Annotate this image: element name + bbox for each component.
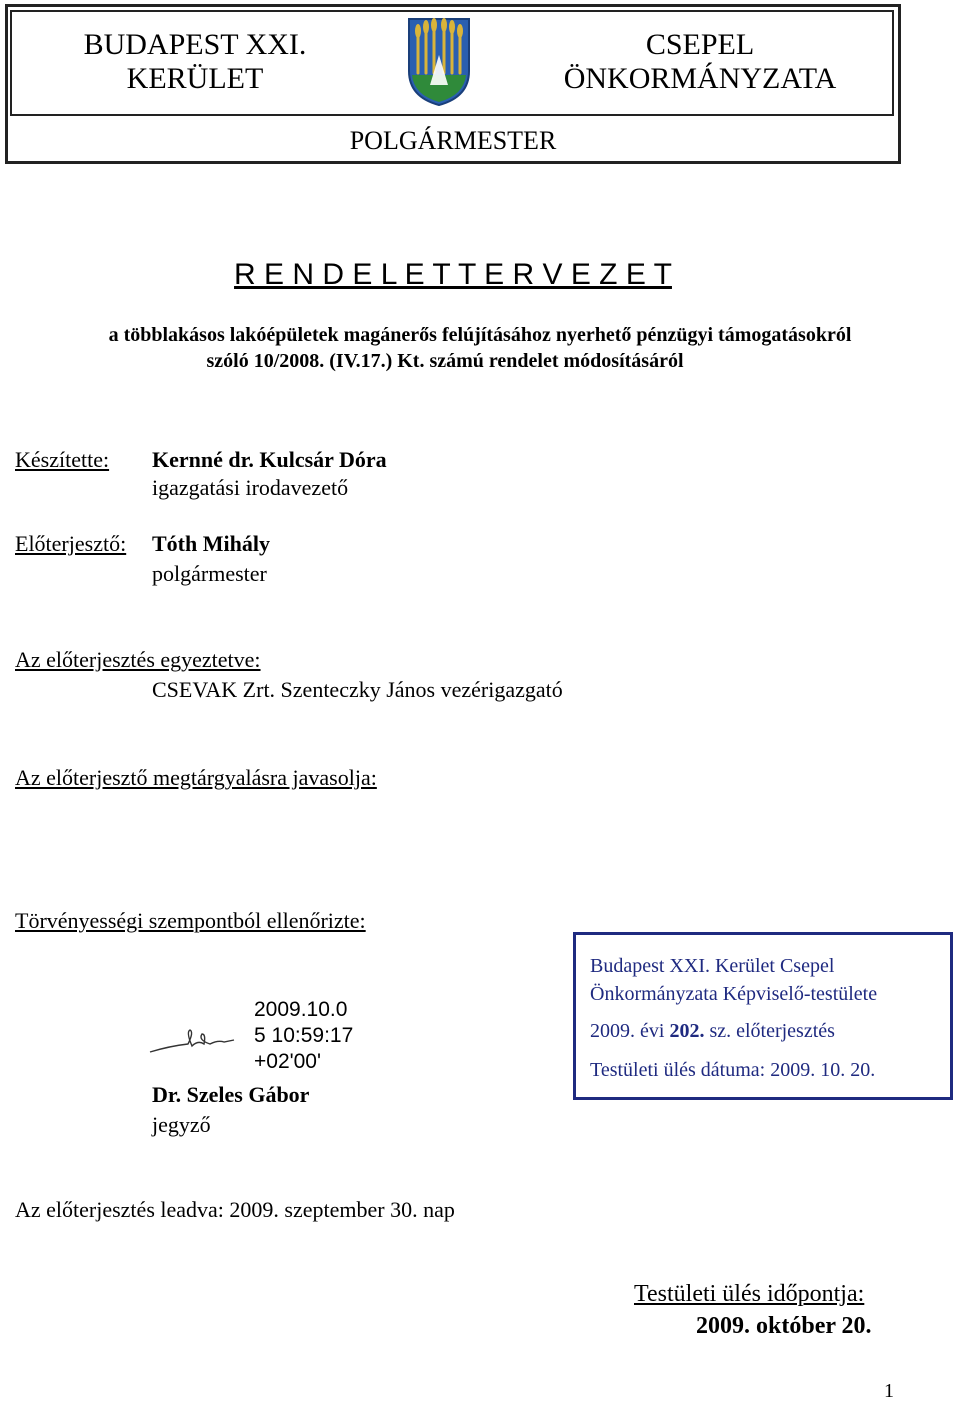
page-number: 1 bbox=[884, 1380, 894, 1402]
legality-label: Törvényességi szempontból ellenőrizte: bbox=[15, 908, 366, 933]
signature-icon bbox=[148, 1020, 240, 1060]
meeting-label: Testületi ülés időpontja: bbox=[634, 1281, 865, 1307]
submitted-text: Az előterjesztés leadva: 2009. szeptember 30. nap bbox=[15, 1197, 455, 1222]
document-subtitle-line1: a többlakásos lakóépületek magánerős felújításához nyerhető pénzügyi támogatásokról bbox=[108, 324, 852, 346]
header-left-title bbox=[30, 28, 360, 96]
stamp-date-line2: 5 10:59:17 bbox=[254, 1024, 354, 1047]
council-box-line3-prefix: 2009. évi bbox=[590, 1020, 670, 1042]
agreed-value: CSEVAK Zrt. Szenteczky János vezérigazgató bbox=[152, 677, 563, 702]
prepared-by-role: igazgatási irodavezető bbox=[152, 475, 349, 500]
header-mayor-title: POLGÁRMESTER bbox=[349, 126, 557, 155]
submitter-role: polgármester bbox=[152, 561, 267, 586]
proposal-number: 202. bbox=[669, 1020, 705, 1042]
header-right-title bbox=[530, 28, 870, 96]
prepared-by-name: Kernné dr. Kulcsár Dóra bbox=[152, 447, 387, 472]
council-box-line3-suffix: sz. előterjesztés bbox=[704, 1020, 835, 1042]
legality-name: Dr. Szeles Gábor bbox=[152, 1082, 310, 1107]
document-heading: R E N D E L E T T E R V E Z E T bbox=[234, 258, 672, 291]
council-box-line4: Testületi ülés dátuma: 2009. 10. 20. bbox=[590, 1059, 876, 1081]
recommend-label: Az előterjesztő megtárgyalásra javasolja: bbox=[15, 765, 377, 790]
header-right-title-line1: CSEPEL bbox=[645, 28, 755, 61]
council-box-line2: Önkormányzata Képviselő-testülete bbox=[590, 983, 878, 1005]
council-box-line1: Budapest XXI. Kerület Csepel bbox=[590, 955, 835, 977]
prepared-by-label: Készítette: bbox=[15, 447, 110, 472]
document-subtitle-line2: szóló 10/2008. (IV.17.) Kt. számú rendelet módosításáról bbox=[206, 350, 684, 372]
coat-of-arms-icon bbox=[404, 15, 474, 107]
legality-role: jegyző bbox=[152, 1112, 211, 1137]
stamp-date-line1: 2009.10.0 bbox=[254, 998, 348, 1021]
stamp-date-line3: +02'00' bbox=[254, 1050, 321, 1073]
header-right-title-line2: ÖNKORMÁNYZATA bbox=[563, 62, 837, 95]
header-left-title-line2: KERÜLET bbox=[126, 62, 264, 95]
agreed-label: Az előterjesztés egyeztetve: bbox=[15, 647, 261, 672]
meeting-date: 2009. október 20. bbox=[696, 1313, 872, 1339]
header-left-title-line1: BUDAPEST XXI. bbox=[83, 28, 307, 61]
submitter-name: Tóth Mihály bbox=[152, 531, 270, 556]
submitter-label: Előterjesztő: bbox=[15, 531, 127, 556]
council-box-line3 bbox=[590, 1018, 835, 1044]
